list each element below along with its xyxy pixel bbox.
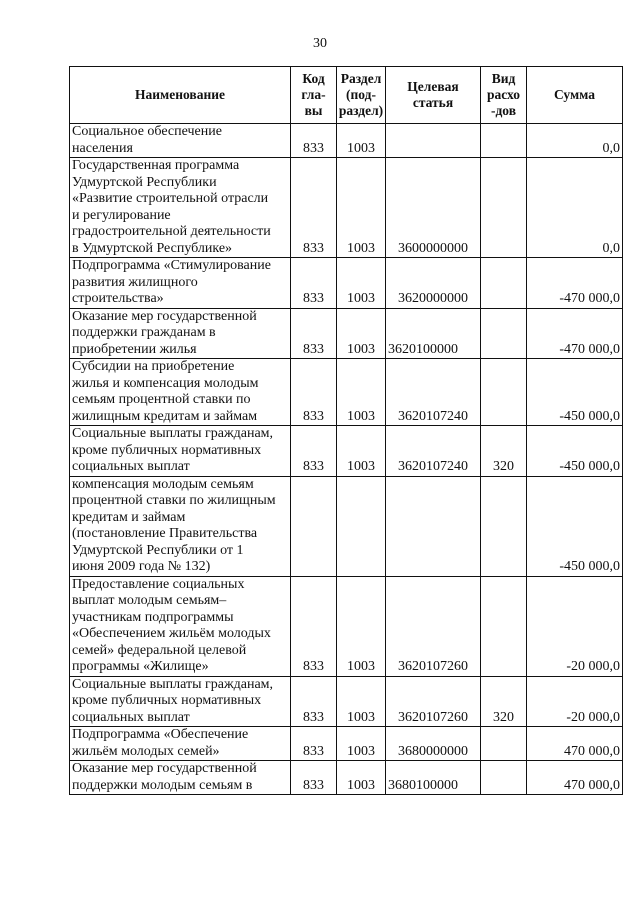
cell-kod: 833 xyxy=(291,727,337,761)
header-row xyxy=(70,67,623,124)
cell-name-line: Субсидии на приобретение xyxy=(72,359,235,374)
cell-name-line: Оказание мер государственной xyxy=(72,761,257,776)
header-statya-line: статья xyxy=(412,95,454,110)
table-row xyxy=(70,426,623,477)
cell-name-line: выплат молодым семьям– xyxy=(72,593,227,608)
cell-razdel: 1003 xyxy=(337,576,386,676)
header-vid xyxy=(481,67,527,124)
cell-vid xyxy=(481,727,527,761)
cell-name-line: и регулирование xyxy=(72,207,171,223)
cell-vid xyxy=(481,158,527,258)
cell-razdel: 1003 xyxy=(337,124,386,158)
cell-name-line: поддержки молодым семьям в xyxy=(72,777,253,793)
cell-kod: 833 xyxy=(291,359,337,426)
cell-statya: 3620107240 xyxy=(386,426,481,477)
cell-vid xyxy=(481,476,527,576)
cell-statya: 3620100000 xyxy=(386,308,481,359)
cell-name-line: кредитам и займам xyxy=(72,509,186,525)
cell-vid xyxy=(481,576,527,676)
cell-razdel: 1003 xyxy=(337,359,386,426)
cell-name-line: Удмуртской Республики xyxy=(72,174,217,190)
cell-summa: -470 000,0 xyxy=(527,258,623,309)
cell-summa: -450 000,0 xyxy=(527,476,623,576)
cell-name xyxy=(70,576,291,676)
cell-razdel: 1003 xyxy=(337,761,386,795)
cell-vid xyxy=(481,308,527,359)
cell-name-line: семей» федеральной целевой xyxy=(72,642,247,658)
cell-name-line: процентной ставки по жилищным xyxy=(72,493,276,508)
cell-razdel: 1003 xyxy=(337,727,386,761)
cell-summa: -20 000,0 xyxy=(527,676,623,727)
cell-razdel: 1003 xyxy=(337,158,386,258)
cell-summa: 0,0 xyxy=(527,124,623,158)
table-row xyxy=(70,727,623,761)
cell-name-line: компенсация молодым семьям xyxy=(72,476,254,492)
cell-summa: -20 000,0 xyxy=(527,576,623,676)
cell-razdel xyxy=(337,476,386,576)
cell-name-line: участникам подпрограммы xyxy=(72,609,234,625)
cell-name-line: Подпрограмма «Обеспечение xyxy=(72,727,249,742)
budget-table xyxy=(69,66,623,795)
cell-razdel: 1003 xyxy=(337,676,386,727)
cell-kod: 833 xyxy=(291,258,337,309)
cell-statya: 3620107260 xyxy=(386,676,481,727)
header-kod xyxy=(291,67,337,124)
page-number: 30 xyxy=(313,36,327,51)
header-statya xyxy=(386,67,481,124)
cell-razdel: 1003 xyxy=(337,308,386,359)
cell-name xyxy=(70,426,291,477)
cell-name-line: (постановление Правительства xyxy=(72,526,258,541)
header-razdel-line: (под- xyxy=(346,87,376,102)
cell-summa: 470 000,0 xyxy=(527,761,623,795)
cell-name-line: Государственная программа xyxy=(72,158,240,173)
table-row xyxy=(70,761,623,795)
table-row xyxy=(70,576,623,676)
table-row xyxy=(70,676,623,727)
cell-name-line: Удмуртской Республики от 1 xyxy=(72,542,244,558)
cell-statya: 3680100000 xyxy=(386,761,481,795)
cell-vid: 320 xyxy=(481,676,527,727)
cell-name-line: Предоставление социальных xyxy=(72,576,245,592)
cell-summa: -450 000,0 xyxy=(527,359,623,426)
cell-name-line: социальных выплат xyxy=(72,709,190,725)
cell-name-line: градостроительной деятельности xyxy=(72,224,271,239)
header-kod-line: Код xyxy=(302,71,325,86)
cell-kod: 833 xyxy=(291,308,337,359)
cell-name-line: Социальное обеспечение xyxy=(72,124,222,139)
cell-kod xyxy=(291,476,337,576)
cell-statya xyxy=(386,476,481,576)
header-name: Наименование xyxy=(70,67,291,124)
cell-name xyxy=(70,359,291,426)
cell-name-line: кроме публичных нормативных xyxy=(72,693,262,708)
cell-summa: 0,0 xyxy=(527,158,623,258)
cell-name-line: социальных выплат xyxy=(72,459,190,474)
header-razdel-line: Раздел xyxy=(340,71,382,86)
cell-statya: 3600000000 xyxy=(386,158,481,258)
cell-name-line: «Развитие строительной отрасли xyxy=(72,191,269,206)
cell-name xyxy=(70,676,291,727)
cell-name-line: «Обеспечением жильём молодых xyxy=(72,626,271,641)
table-row xyxy=(70,476,623,576)
cell-razdel: 1003 xyxy=(337,426,386,477)
cell-name-line: Оказание мер государственной xyxy=(72,308,257,324)
cell-name-line: развития жилищного xyxy=(72,274,198,290)
cell-kod: 833 xyxy=(291,124,337,158)
cell-name xyxy=(70,727,291,761)
cell-name xyxy=(70,258,291,309)
header-vid-line: -дов xyxy=(490,103,517,118)
cell-name-line: жилья и компенсация молодым xyxy=(72,375,259,391)
cell-summa: 470 000,0 xyxy=(527,727,623,761)
header-kod-line: гла- xyxy=(301,87,326,102)
table-row xyxy=(70,359,623,426)
cell-name xyxy=(70,476,291,576)
cell-name xyxy=(70,761,291,795)
cell-statya: 3620000000 xyxy=(386,258,481,309)
cell-name-line: населения xyxy=(72,140,133,156)
cell-name xyxy=(70,124,291,158)
cell-statya: 3680000000 xyxy=(386,727,481,761)
cell-vid: 320 xyxy=(481,426,527,477)
cell-name-line: программы «Жилище» xyxy=(72,659,209,674)
header-kod-line: вы xyxy=(304,103,323,118)
cell-vid xyxy=(481,258,527,309)
cell-name-line: строительства» xyxy=(72,291,164,306)
cell-name-line: приобретении жилья xyxy=(72,341,197,357)
table-row xyxy=(70,158,623,258)
cell-name-line: Социальные выплаты гражданам, xyxy=(72,426,274,441)
cell-vid xyxy=(481,124,527,158)
cell-vid xyxy=(481,761,527,795)
cell-kod: 833 xyxy=(291,576,337,676)
cell-kod: 833 xyxy=(291,158,337,258)
cell-vid xyxy=(481,359,527,426)
cell-statya: 3620107260 xyxy=(386,576,481,676)
cell-statya: 3620107240 xyxy=(386,359,481,426)
cell-name-line: Подпрограмма «Стимулирование xyxy=(72,258,271,273)
header-summa: Сумма xyxy=(527,67,623,124)
cell-name-line: семьям процентной ставки по xyxy=(72,392,251,407)
header-vid-line: расхо xyxy=(486,87,521,102)
header-razdel xyxy=(337,67,386,124)
table-row xyxy=(70,124,623,158)
cell-name-line: поддержки гражданам в xyxy=(72,325,216,340)
cell-kod: 833 xyxy=(291,676,337,727)
table-row xyxy=(70,308,623,359)
cell-summa: -470 000,0 xyxy=(527,308,623,359)
cell-razdel: 1003 xyxy=(337,258,386,309)
cell-kod: 833 xyxy=(291,761,337,795)
cell-name-line: жильём молодых семей» xyxy=(72,743,220,759)
header-razdel-line: раздел) xyxy=(338,103,384,118)
cell-name-line: в Удмуртской Республике» xyxy=(72,240,233,256)
header-statya-line: Целевая xyxy=(407,79,459,94)
cell-summa: -450 000,0 xyxy=(527,426,623,477)
cell-name-line: Социальные выплаты гражданам, xyxy=(72,676,274,692)
cell-name-line: июня 2009 года № 132) xyxy=(72,559,211,574)
cell-name-line: жилищным кредитам и займам xyxy=(72,408,258,424)
cell-kod: 833 xyxy=(291,426,337,477)
cell-name xyxy=(70,308,291,359)
cell-name xyxy=(70,158,291,258)
cell-name-line: кроме публичных нормативных xyxy=(72,442,262,458)
table-row xyxy=(70,258,623,309)
cell-statya xyxy=(386,124,481,158)
header-vid-line: Вид xyxy=(491,71,516,86)
